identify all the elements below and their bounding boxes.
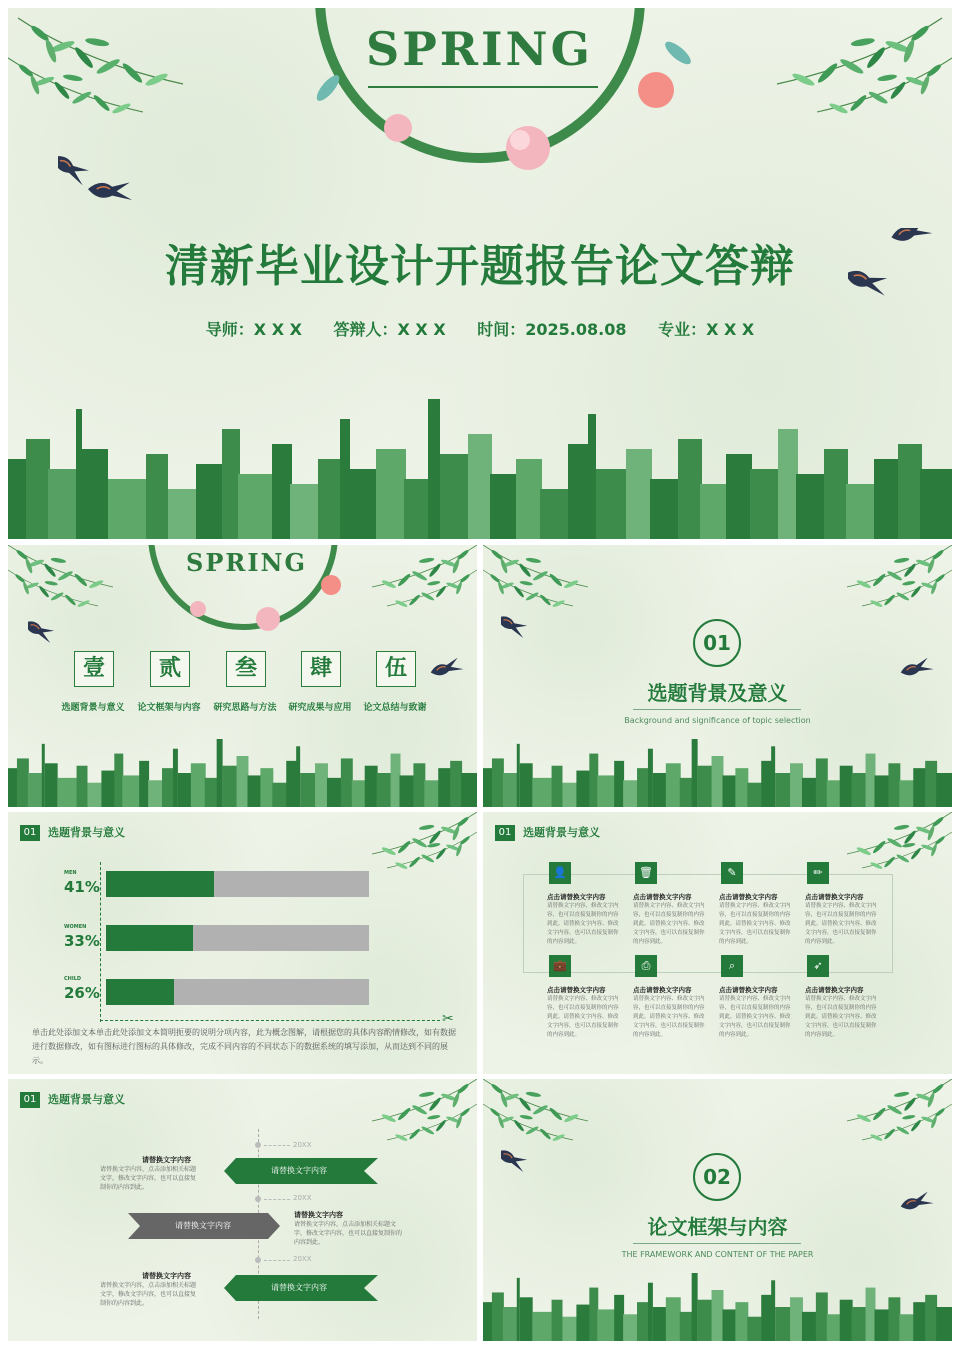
defender-label: 答辩人：X X X — [333, 320, 446, 339]
timeline-entry-heading: 请替换文字内容 — [142, 1272, 191, 1280]
bar-fill — [106, 925, 193, 951]
city-skyline-icon — [483, 1273, 952, 1341]
city-skyline-icon — [483, 739, 952, 807]
printer-icon: ⎙ — [635, 955, 657, 977]
search-icon: ⌕ — [721, 955, 743, 977]
scissor-cut-line — [100, 1020, 440, 1021]
section-tag-title: 选题背景与意义 — [48, 826, 125, 839]
swallow-icon — [58, 148, 138, 218]
card-body: 请替换文字内容、修改文字内容，也可以直接复制你的内容到此。请替换文字内容、修改文字内容，也可以直接复制你的内容到此。 — [547, 996, 619, 1038]
icon-grid-slide — [483, 812, 952, 1074]
card-heading: 点击请替换文字内容 — [547, 893, 606, 901]
timeline-tick — [264, 1260, 290, 1261]
bar-track — [106, 871, 369, 897]
card-body: 请替换文字内容、修改文字内容，也可以直接复制你的内容到此。请替换文字内容、修改文字内容，也可以直接复制你的内容到此。 — [805, 996, 877, 1038]
leaf-branch-right-icon — [832, 1079, 952, 1159]
bar-label-child: CHILD — [64, 976, 82, 982]
card-heading: 点击请替换文字内容 — [719, 893, 778, 901]
timeline-year: 20XX — [293, 1141, 312, 1149]
main-title: 清新毕业设计开题报告论文答辩 — [165, 241, 795, 292]
timeline-tick — [264, 1145, 290, 1146]
leaf-branch-right-icon — [367, 1079, 477, 1159]
timeline-year: 20XX — [293, 1194, 312, 1202]
section-title: 论文框架与内容 — [647, 1215, 788, 1239]
card-body: 请替换文字内容、修改文字内容，也可以直接复制你的内容到此。请替换文字内容、修改文字内容，也可以直接复制你的内容到此。 — [805, 903, 877, 945]
leaf-branch-right-icon — [367, 812, 477, 882]
leaf-branch-right-icon — [842, 812, 952, 882]
agenda-label-3: 研究思路与方法 — [213, 703, 277, 713]
leaf-branch-left-icon — [8, 545, 128, 625]
agenda-slide — [8, 545, 477, 807]
section-tag-title: 选题背景与意义 — [523, 826, 600, 839]
spring-logo: SPRING — [186, 548, 307, 577]
pen-icon: ✎ — [721, 862, 743, 884]
timeline-dot — [255, 1196, 261, 1202]
card-heading: 点击请替换文字内容 — [805, 986, 864, 994]
agenda-number-3: 叁 — [226, 651, 266, 687]
description-paragraph: 单击此处添加文本单击此处添加文本简明扼要的说明分项内容，此为概念图解，请根据您的具体内容酌情修改，如有数据进行数据修改，如有图标进行图标的具体修改，完成不同内容的不同状态下的数据系统的填写添加，从而达到不同的展示。 — [32, 1028, 456, 1065]
agenda-label-2: 论文框架与内容 — [137, 703, 201, 713]
leaf-branch-right-icon — [832, 545, 952, 625]
city-skyline-icon — [8, 739, 477, 807]
agenda-label-5: 论文总结与致谢 — [363, 703, 427, 713]
section-tag-number: 01 — [20, 825, 40, 841]
person-icon: 👤 — [549, 862, 571, 884]
timeline-entry-heading: 请替换文字内容 — [294, 1211, 343, 1219]
agenda-label-4: 研究成果与应用 — [288, 703, 352, 713]
bar-label-women: WOMEN — [64, 924, 87, 930]
section-subtitle: THE FRAMEWORK AND CONTENT OF THE PAPER — [621, 1250, 814, 1259]
bar-percent-women: 33% — [64, 932, 100, 950]
timeline-dot — [255, 1257, 261, 1263]
card-body: 请替换文字内容、修改文字内容，也可以直接复制你的内容到此。请替换文字内容、修改文字内容，也可以直接复制你的内容到此。 — [633, 903, 705, 945]
swallow-icon — [501, 1144, 551, 1184]
briefcase-icon: 💼 — [549, 955, 571, 977]
agenda-label-1: 选题背景与意义 — [61, 703, 125, 713]
timeline-entry-heading: 请替换文字内容 — [142, 1156, 191, 1164]
card-heading: 点击请替换文字内容 — [547, 986, 606, 994]
card-body: 请替换文字内容、修改文字内容，也可以直接复制你的内容到此。请替换文字内容、修改文字内容，也可以直接复制你的内容到此。 — [719, 996, 791, 1038]
bar-percent-men: 41% — [64, 878, 100, 896]
agenda-number-4: 肆 — [301, 651, 341, 687]
section-divider — [633, 709, 801, 710]
section-number: 01 — [693, 619, 741, 667]
section-tag-number: 01 — [495, 825, 515, 841]
agenda-number-2: 贰 — [150, 651, 190, 687]
date-label: 时间：2025.08.08 — [477, 320, 627, 339]
ribbon-label: 请替换文字内容 — [271, 1283, 327, 1292]
card-heading: 点击请替换文字内容 — [633, 986, 692, 994]
advisor-label: 导师：X X X — [205, 320, 302, 339]
bar-fill — [106, 979, 174, 1005]
bar-track — [106, 925, 369, 951]
axis-dashed-line — [100, 862, 101, 1022]
timeline-year: 20XX — [293, 1255, 312, 1263]
timeline-slide — [8, 1079, 477, 1341]
agenda-number-1: 壹 — [74, 651, 114, 687]
section-divider — [633, 1243, 801, 1244]
spring-underline — [368, 86, 598, 88]
major-label: 专业：X X X — [658, 320, 755, 339]
section-02-slide — [483, 1079, 952, 1341]
card-body: 请替换文字内容、修改文字内容，也可以直接复制你的内容到此。请替换文字内容、修改文字内容，也可以直接复制你的内容到此。 — [547, 903, 619, 945]
card-heading: 点击请替换文字内容 — [633, 893, 692, 901]
timeline-dot — [255, 1142, 261, 1148]
swallow-icon — [428, 655, 477, 695]
spring-logo: SPRING — [366, 22, 593, 76]
card-heading: 点击请替换文字内容 — [719, 986, 778, 994]
swallow-icon — [28, 615, 78, 655]
section-number: 02 — [693, 1153, 741, 1201]
leaf-branch-right-icon — [752, 8, 952, 138]
bar-fill — [106, 871, 214, 897]
agenda-number-5: 伍 — [376, 651, 416, 687]
card-body: 请替换文字内容、修改文字内容，也可以直接复制你的内容到此。请替换文字内容、修改文字内容，也可以直接复制你的内容到此。 — [633, 996, 705, 1038]
meta-info — [8, 317, 952, 340]
trash-icon: 🗑 — [635, 862, 657, 884]
ribbon-label: 请替换文字内容 — [271, 1166, 327, 1175]
bar-track — [106, 979, 369, 1005]
leaf-branch-right-icon — [357, 545, 477, 625]
scissors-icon: ✂ — [442, 1011, 454, 1027]
rocket-icon: ➶ — [807, 955, 829, 977]
timeline-tick — [264, 1199, 290, 1200]
leaf-branch-left-icon — [8, 8, 208, 138]
card-heading: 点击请替换文字内容 — [805, 893, 864, 901]
card-body: 请替换文字内容、修改文字内容，也可以直接复制你的内容到此。请替换文字内容、修改文字内容，也可以直接复制你的内容到此。 — [719, 903, 791, 945]
timeline-entry-body: 请替换文字内容，点击添加相关标题文字，修改文字内容，也可以直接复制你的内容到此。 — [100, 1282, 197, 1307]
title-slide — [8, 8, 952, 539]
section-subtitle: Background and significance of topic selection — [624, 716, 811, 725]
section-tag-number: 01 — [20, 1092, 40, 1108]
bar-label-men: MEN — [64, 870, 77, 876]
bar-percent-child: 26% — [64, 984, 100, 1002]
section-title: 选题背景及意义 — [647, 681, 788, 705]
ribbon-label: 请替换文字内容 — [175, 1221, 231, 1230]
timeline-entry-body: 请替换文字内容，点击添加相关标题文字，修改文字内容，也可以直接复制你的内容到此。 — [294, 1221, 403, 1246]
bar-stats-slide — [8, 812, 477, 1074]
section-01-slide — [483, 545, 952, 807]
timeline-entry-body: 请替换文字内容，点击添加相关标题文字，修改文字内容，也可以直接复制你的内容到此。 — [100, 1166, 197, 1191]
swallow-icon — [501, 610, 551, 650]
section-tag-title: 选题背景与意义 — [48, 1093, 125, 1106]
city-skyline-icon — [8, 399, 952, 539]
pencil-icon: ✏ — [807, 862, 829, 884]
